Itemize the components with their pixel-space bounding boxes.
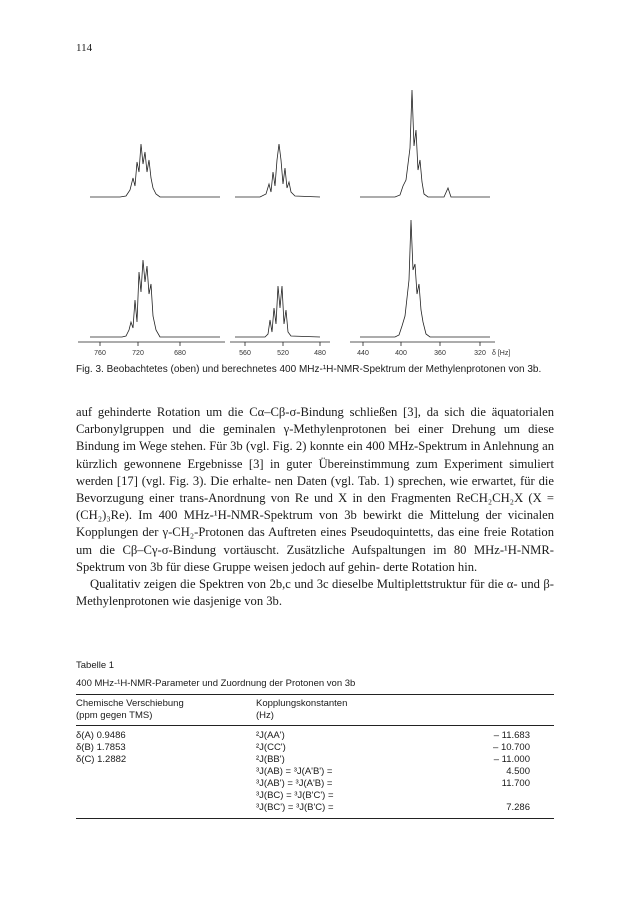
cell-shift [76, 802, 256, 819]
text-line: MHz-Spektrum in Anlehnung an kürzlich gewonnene Ergebnisse [3] in guter [76, 439, 554, 471]
text-line: nen Daten (vgl. Tab. 1) sprechen, wie erwartet, für die Bevorzugung einer [76, 473, 554, 506]
cell-shift [76, 766, 256, 778]
body-text [76, 404, 554, 610]
nmr-spectrum-figure [60, 60, 560, 360]
cell-value: – 10.700 [493, 742, 530, 753]
page-number: 114 [76, 42, 93, 54]
nmr-parameter-table [76, 694, 554, 819]
cell-shift: δ(C) 1.2882 [76, 754, 127, 765]
text-line: trans-Anordnung von Re und X in den Fragmenten ReCH₂CH₂X (X = (CH₂)₃Re). [76, 491, 554, 523]
cell-shift: δ(A) 0.9486 [76, 730, 126, 741]
paragraph [76, 404, 554, 576]
text-line: die α- und β-Methylenprotonen wie dasjenige von 3b. [76, 577, 555, 609]
tick-label: 400 [395, 350, 407, 357]
tick-label: 480 [314, 350, 326, 357]
caption-text: Beobachtetes (oben) und berechnetes 400 MHz-¹H-NMR-Spektrum der Methylenprotonen von 3b. [106, 364, 542, 375]
cell-coupling: ²J(CC') [256, 742, 286, 753]
text-line: Qualitativ zeigen die Spektren von 2b,c und 3c dieselbe Multiplettstruktur für [90, 577, 485, 592]
cell-coupling: ³J(AB) = ³J(A'B') = [256, 766, 333, 777]
figure-caption [76, 363, 548, 376]
cell-shift: δ(B) 1.7853 [76, 742, 126, 753]
cell-shift [76, 790, 256, 802]
cell-coupling: ³J(BC) = ³J(B'C') = [256, 790, 334, 801]
text-line: Im 400 MHz-¹H-NMR-Spektrum von 3b bewirkt die Mittelung der vicinalen [138, 508, 555, 523]
text-line: auf gehinderte Rotation um die Cα–Cβ-σ-Bindung schließen [3], da sich die [76, 405, 486, 419]
table-row [76, 778, 554, 790]
table-row [76, 726, 554, 743]
text-line: freie Rotation um die Cβ–Cγ-σ-Bindung vortäuscht. Zusätzliche Aufspaltungen im [76, 525, 554, 557]
text-line: Kopplungen der γ-CH₂-Protonen das Auftreten eines Pseudoquintetts, das eine [76, 525, 480, 540]
tick-label: 760 [94, 350, 106, 357]
text-line: Übereinstimmung zum Experiment simuliert werden [17] (vgl. Fig. 3). Die erhalte- [76, 456, 555, 488]
text-line: Drehung um diese Bindung im Wege stehen. Für 3b (vgl. Fig. 2) konnte ein 400 [76, 422, 554, 454]
table-row [76, 802, 554, 819]
column-header-value [466, 695, 554, 726]
cell-value: – 11.683 [493, 730, 530, 741]
table-row [76, 754, 554, 766]
tick-label: 720 [132, 350, 144, 357]
cell-value: 4.500 [506, 766, 530, 777]
calculated-spectrum-right [360, 220, 490, 337]
table-row [76, 790, 554, 802]
observed-spectrum-middle [235, 144, 320, 197]
observed-spectrum-right [360, 90, 490, 197]
cell-coupling: ²J(AA') [256, 730, 285, 741]
cell-coupling: ²J(BB') [256, 754, 285, 765]
paragraph [76, 576, 554, 610]
unit-label: δ [Hz] [492, 350, 511, 357]
tick-label: 360 [434, 350, 446, 357]
text-line: äquatorialen Carbonylgruppen und die geminalen γ-Methylenprotonen bei einer [76, 405, 554, 437]
tick-label: 320 [474, 350, 486, 357]
table-header-row [76, 695, 554, 726]
text-line: 80 MHz-¹H-NMR-Spektrum von 3b für diese Gruppe weisen jedoch auf gehin- [76, 542, 554, 574]
cell-coupling: ³J(BC') = ³J(B'C) = [256, 802, 334, 813]
calculated-spectrum-middle [235, 286, 320, 337]
cell-value: 7.286 [506, 802, 530, 813]
caption-label: Fig. 3. [76, 364, 104, 375]
cell-value [466, 790, 554, 802]
tick-label: 440 [357, 350, 369, 357]
cell-coupling: ³J(AB') = ³J(A'B) = [256, 778, 333, 789]
table-row [76, 766, 554, 778]
text-line: derte Rotation hin. [383, 559, 478, 574]
cell-value: 11.700 [501, 778, 530, 789]
cell-shift [76, 778, 256, 790]
column-header-shift: Chemische Verschiebung (ppm gegen TMS) [76, 698, 184, 721]
cell-value: – 11.000 [493, 754, 530, 765]
table-row [76, 742, 554, 754]
spectrum-svg [60, 60, 560, 360]
table-label: Tabelle 1 [76, 660, 115, 671]
observed-spectrum-left [90, 144, 220, 197]
tick-label: 560 [239, 350, 251, 357]
table-title: 400 MHz-¹H-NMR-Parameter und Zuordnung der Protonen von 3b [76, 678, 356, 689]
calculated-spectrum-left [90, 260, 220, 337]
tick-label: 520 [277, 350, 289, 357]
column-header-coupling: Kopplungskonstanten (Hz) [256, 698, 348, 721]
tick-label: 680 [174, 350, 186, 357]
